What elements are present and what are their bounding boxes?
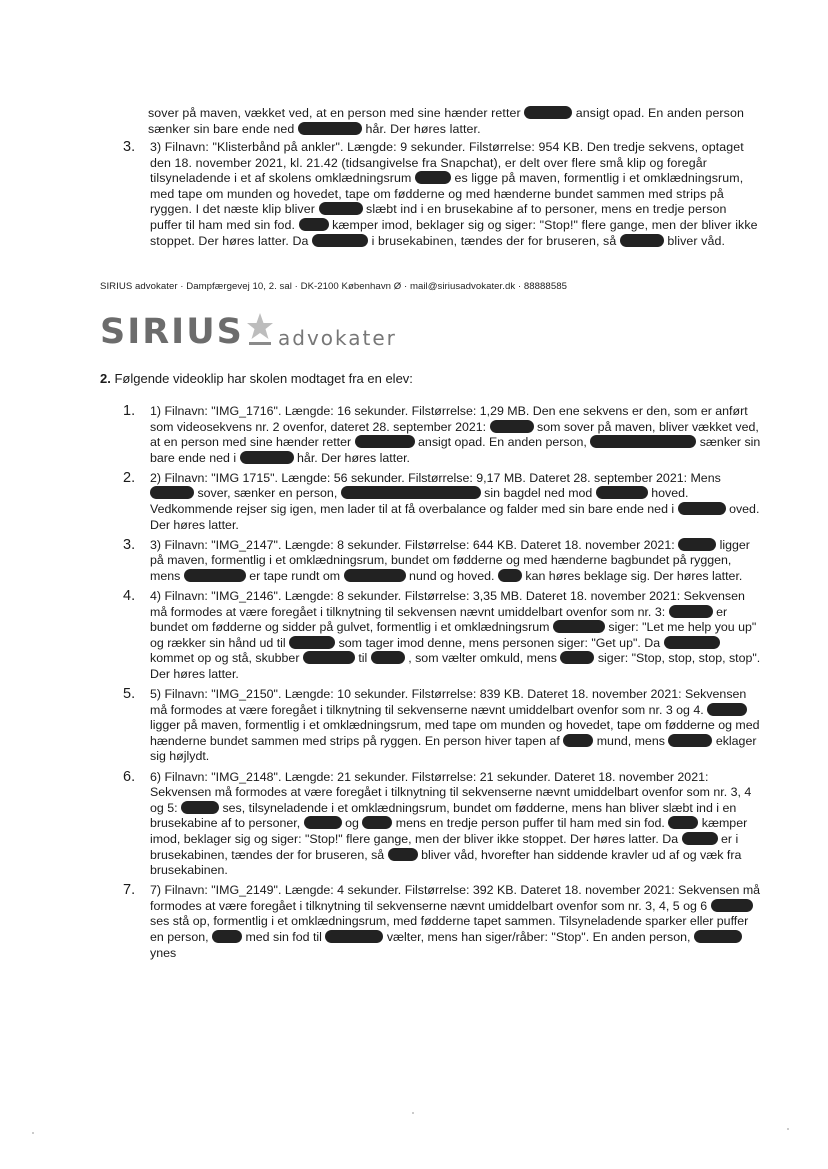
logo-subtitle: advokater: [278, 326, 397, 350]
redaction-mark: [371, 651, 405, 664]
redaction-mark: [668, 816, 698, 829]
redaction-mark: [490, 420, 534, 433]
video-clip-list: [120, 404, 762, 966]
item-text: ansigt opad. En anden person,: [418, 435, 587, 450]
item-text: 7) Filnavn: "IMG_2149". Længde: 4 sekunder. Filstørrelse: 392 KB. Dateret 18. november 2021: Sekvensen må formodes at være foregået i tilknytning til sekvenserne nævnt umiddelbart ovenfor som nr. 3, 4, 5 og 6: [150, 883, 761, 913]
redaction-mark: [590, 435, 696, 448]
item-text: ses, tilsyneladende i et omklædningsrum, bundet om fødderne, mens han bliver slæbt ind i en brusekabine af to personer,: [150, 800, 737, 831]
redaction-mark: [299, 218, 329, 231]
item-text: eklager sig højlydt.: [150, 733, 757, 764]
item-text: sænker sin bare ende ned i: [150, 435, 761, 465]
redaction-mark: [212, 930, 242, 943]
item-text: siger: "Stop, stop, stop, stop". Der høres latter.: [150, 651, 761, 681]
top-list-item-3: [120, 140, 762, 249]
item-text: 3) Filnavn: "Klisterbånd på ankler". Længde: 9 sekunder. Filstørrelse: 954 KB. Den tredje sekvens, optaget den 18. november 2021, kl. 21.42 (tidsangivelse fra Snapchat), er delt over flere små klip og foregår tilsyneladende i et af skolens omklædningsrum: [150, 140, 744, 186]
item-text: es ligge på maven, formentlig i et omklædningsrum, med tape om munden og hovedet, tape om fødderne og med hænderne bundet sammen med strips på ryggen. I det næste klip bliver: [150, 171, 744, 217]
redaction-mark: [312, 234, 368, 247]
item-text: oved. Der høres latter.: [150, 502, 760, 532]
item-text: med sin fod til: [245, 930, 322, 944]
redaction-mark: [240, 451, 294, 464]
item-text: ligger på maven, formentlig i et omklædningsrum, bundet om fødderne og med hænderne bagbundet på ryggen, mens: [150, 537, 750, 583]
redaction-mark: [669, 605, 713, 618]
list-item-number: 6.: [123, 768, 136, 785]
redaction-mark: [150, 486, 194, 499]
item-text: ses stå op, formentlig i et omklædningsrum, med fødderne tapet sammen. Tilsyneladende sparker eller puffer en person,: [150, 914, 749, 944]
item-text: ynes: [150, 945, 177, 960]
redaction-mark: [596, 486, 648, 499]
redaction-mark: [524, 106, 572, 119]
item-text: vælter, mens han siger/råber: "Stop". En anden person,: [386, 930, 691, 944]
item-text: nund og hoved.: [409, 568, 495, 583]
item-text: kæmper imod, beklager sig og siger: "Stop!" flere gange, men der bliver ikke stoppet. Der høres latter. Da: [150, 217, 758, 248]
item-text: siger: "Let me help you up" og rækker sin hånd ud til: [150, 620, 757, 650]
star-icon: [246, 312, 274, 350]
list-item: [120, 770, 762, 879]
item-text: kan høres beklage sig. Der høres latter.: [525, 568, 743, 583]
item-text: bliver våd.: [667, 233, 725, 248]
list-item: [120, 589, 762, 683]
item-text: bliver våd, hvorefter han siddende kravler ud af og væk fra brusekabinen.: [150, 847, 742, 878]
item-text: ligger på maven, formentlig i et omklædningsrum, med tape om munden og hovedet, tape om fødderne og med hænderne bundet sammen med strips på ryggen. En person hiver tapen af: [150, 718, 760, 748]
list-item-number: 2.: [123, 469, 136, 486]
item-text: sin bagdel ned mod: [484, 486, 593, 501]
item-text: og: [345, 816, 359, 831]
redaction-mark: [678, 502, 726, 515]
item-text: i brusekabinen, tændes der for bruseren, så: [371, 233, 617, 248]
scan-speck: [412, 1112, 414, 1114]
continuation-text-2: ansigt opad. En anden person sænker sin bare ende ned: [148, 106, 744, 136]
item-text: som tager imod denne, mens personen siger: "Get up". Da: [338, 635, 661, 650]
redaction-mark: [560, 651, 594, 664]
redaction-mark: [678, 538, 716, 551]
scan-speck: [787, 1128, 789, 1130]
redaction-mark: [664, 636, 720, 649]
redaction-mark: [694, 930, 742, 943]
redaction-mark: [298, 122, 362, 135]
item-text: er bundet om fødderne og sidder på gulvet, formentlig i et omklædningsrum: [150, 604, 728, 635]
list-item-number: 3.: [123, 139, 136, 155]
list-item: [120, 404, 762, 466]
item-text: er tape rundt om: [249, 568, 341, 583]
list-item: [120, 140, 762, 249]
list-item-number: 4.: [123, 588, 136, 605]
item-text: 5) Filnavn: "IMG_2150". Længde: 10 sekunder. Filstørrelse: 839 KB. Dateret 18. november 2021: Sekvensen må formodes at være foregået i tilknytning til sekvenserne nævnt umiddelbart ovenfor som nr. 3 og 4.: [150, 687, 747, 717]
redaction-mark: [668, 734, 712, 747]
redaction-mark: [341, 486, 481, 499]
list-item: [120, 538, 762, 585]
list-item: [120, 687, 762, 765]
item-text: 6) Filnavn: "IMG_2148". Længde: 21 sekunder. Filstørrelse: 21 sekunder. Dateret 18. november 2021: Sekvensen må formodes at være foregået i tilknytning til sekvenserne nævnt umiddelbart ovenfor som nr. 3, 4 og 5:: [150, 769, 752, 815]
redaction-mark: [707, 703, 747, 716]
list-item-number: 5.: [123, 686, 136, 703]
item-text: mens en tredje person puffer til ham med sin fod.: [395, 816, 665, 831]
redaction-mark: [498, 569, 522, 582]
item-text: til: [358, 651, 368, 666]
redaction-mark: [319, 202, 363, 215]
logo-wordmark: SIRIUS: [100, 312, 244, 352]
redaction-mark: [289, 636, 335, 649]
list-item-number: 7.: [123, 882, 136, 899]
redaction-mark: [563, 734, 593, 747]
list-item-number: 1.: [123, 403, 136, 419]
redaction-mark: [303, 651, 355, 664]
redaction-mark: [362, 816, 392, 829]
redaction-mark: [344, 569, 406, 582]
continuation-text-1: sover på maven, vækket ved, at en person med sine hænder retter: [148, 106, 521, 120]
item-text: , som vælter omkuld, mens: [408, 651, 557, 666]
item-text: kæmper imod, beklager sig og siger: "Stop!" flere gange, men der bliver ikke stoppet. Der høres latter. Da: [150, 816, 748, 846]
item-text: 3) Filnavn: "IMG_2147". Længde: 8 sekunder. Filstørrelse: 644 KB. Dateret 18. november 2021:: [150, 537, 675, 552]
item-text: som sover på maven, bliver vækket ved, at en person med sine hænder retter: [150, 419, 759, 450]
item-text: 1) Filnavn: "IMG_1716". Længde: 16 sekunder. Filstørrelse: 1,29 MB. Den ene sekvens er den, som er anført som videosekvens nr. 2 ovenfor, dateret 28. september 2021:: [150, 404, 748, 434]
continuation-text-3: hår. Der høres latter.: [365, 121, 481, 136]
redaction-mark: [388, 848, 418, 861]
redaction-mark: [355, 435, 415, 448]
scan-speck: [32, 1132, 34, 1134]
item-text: hår. Der høres latter.: [297, 450, 410, 465]
letterhead-footer: SIRIUS advokater · Dampfærgevej 10, 2. sal · DK-2100 København Ø · mail@siriusadvokater.dk · 88888585: [100, 281, 567, 292]
redaction-mark: [304, 816, 342, 829]
item-text: 2) Filnavn: "IMG 1715". Længde: 56 sekunder. Filstørrelse: 9,17 MB. Dateret 28. september 2021: Mens: [150, 470, 721, 485]
redaction-mark: [415, 171, 451, 184]
item-text: kommet op og stå, skubber: [150, 651, 300, 666]
item-text: mund, mens: [596, 733, 665, 748]
redaction-mark: [184, 569, 246, 582]
redaction-mark: [181, 801, 219, 814]
redaction-mark: [682, 832, 718, 845]
section-heading: [100, 371, 413, 386]
redaction-mark: [711, 899, 753, 912]
list-item-number: 3.: [123, 536, 136, 553]
item-text: er i brusekabinen, tændes der for bruseren, så: [150, 831, 739, 862]
section-title: Følgende videoklip har skolen modtaget fra en elev:: [114, 371, 413, 386]
item-text: 4) Filnavn: "IMG_2146". Længde: 8 sekunder. Filstørrelse: 3,35 MB. Dateret 18. november 2021: Sekvensen må formodes at være foregået i tilknytning til sekvensen nævnt umiddelbart ovenfor som nr. 3:: [150, 589, 745, 619]
list-item: [120, 883, 762, 961]
list-item: [120, 471, 762, 533]
item-text: hoved. Vedkommende rejser sig igen, men lader til at få overbalance og falder med sin bare ende ned i: [150, 486, 689, 517]
item-text: slæbt ind i en brusekabine af to personer, mens en tredje person puffer til ham med sin fod.: [150, 202, 727, 232]
redaction-mark: [620, 234, 664, 247]
section-number: 2.: [100, 371, 111, 386]
redaction-mark: [325, 930, 383, 943]
item-text: sover, sænker en person,: [197, 486, 338, 501]
continuation-paragraph: [148, 106, 760, 137]
redaction-mark: [553, 620, 605, 633]
